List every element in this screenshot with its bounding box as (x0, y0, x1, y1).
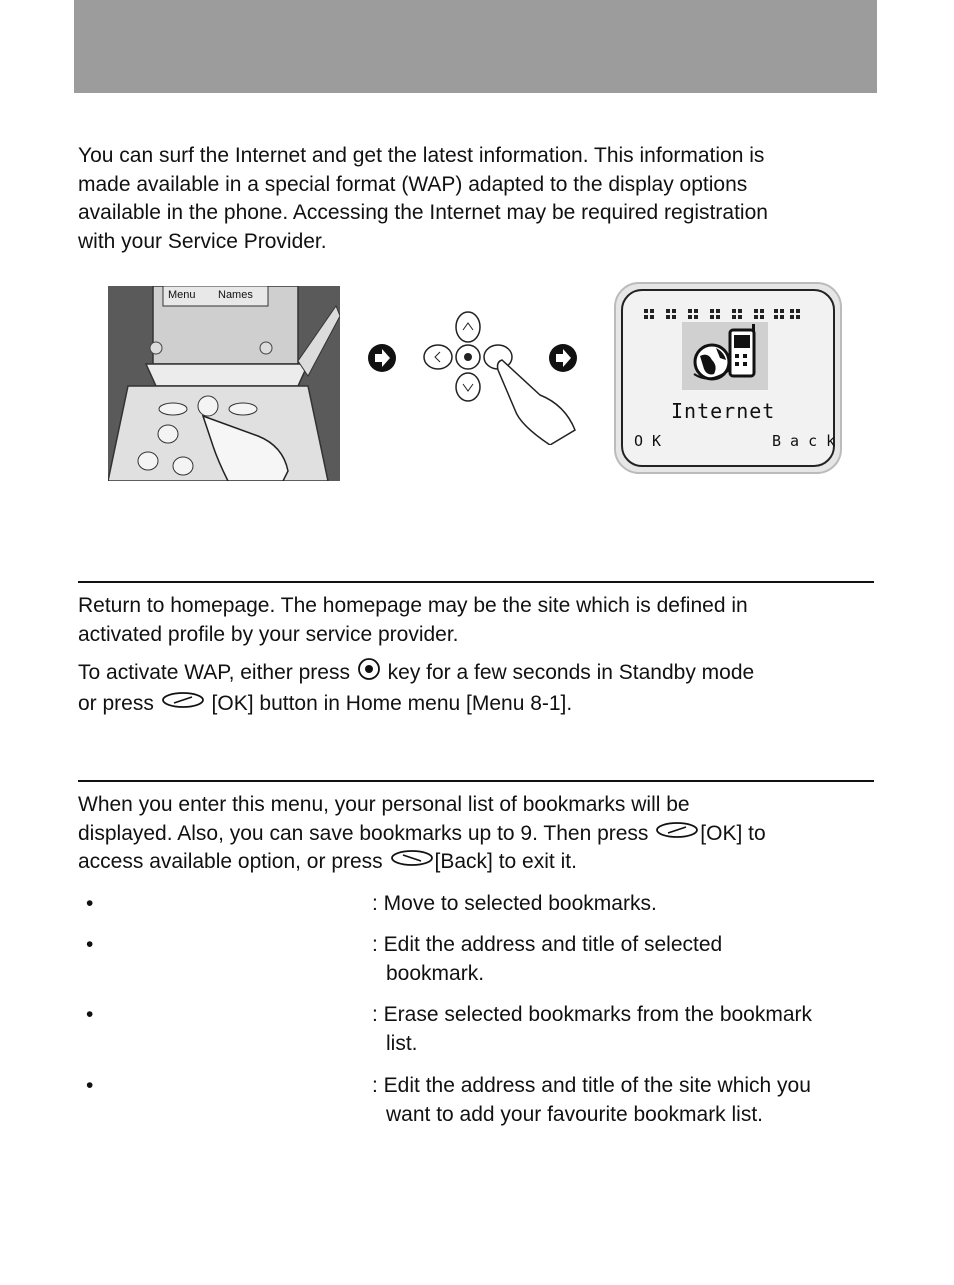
list-item-desc: : Move to selected bookmarks. (372, 892, 657, 915)
list-item (372, 890, 882, 919)
list-bullet: • (86, 1074, 94, 1097)
list-item-desc: : Edit the address and title of selected (372, 933, 723, 956)
bookmarks-line: [OK] to (700, 821, 766, 845)
home-line: activated profile by your service provider. (78, 622, 459, 646)
activate-paragraph (78, 657, 754, 718)
section-divider (78, 780, 874, 782)
list-item (372, 1001, 882, 1058)
list-item-desc: : Edit the address and title of the site which you (372, 1074, 811, 1097)
phone-screen (614, 282, 842, 474)
phone-softkey-left: Menu (168, 289, 196, 301)
bookmarks-line: displayed. Also, you can save bookmarks up to 9. Then press (78, 821, 649, 845)
list-item (372, 931, 882, 988)
bookmarks-paragraph (78, 791, 766, 877)
screen-ok-softkey[interactable]: O K (634, 432, 662, 450)
globe-phone-icon (682, 322, 768, 390)
bookmarks-line: access available option, or press (78, 850, 383, 874)
right-softkey-icon (389, 848, 435, 877)
intro-line: made available in a special format (WAP) adapted to the display options (78, 172, 748, 196)
arrow-right-icon (367, 343, 397, 378)
section-divider (78, 581, 874, 583)
phone-softkey-right: Names (218, 289, 253, 301)
activate-line: [OK] button in Home menu [Menu 8-1]. (211, 691, 573, 715)
center-key-icon (356, 657, 382, 690)
screen-back-softkey[interactable]: B a c k (772, 432, 836, 450)
activate-line: To activate WAP, either press (78, 660, 350, 684)
header-band (74, 0, 877, 93)
home-line: Return to homepage. The homepage may be the site which is defined in (78, 594, 748, 617)
activate-line: key for a few seconds in Standby mode (387, 660, 755, 684)
list-item-desc: : Erase selected bookmarks from the bookmark (372, 1003, 813, 1026)
list-item-desc-cont: bookmark. (386, 961, 485, 985)
intro-line: You can surf the Internet and get the latest information. This information is (78, 144, 765, 167)
screen-label: Internet (671, 399, 776, 423)
list-bullet: • (86, 933, 94, 956)
home-paragraph (78, 592, 748, 649)
intro-paragraph (78, 142, 768, 256)
list-item-desc-cont: list. (386, 1031, 418, 1055)
arrow-right-icon (548, 343, 578, 378)
list-bullet: • (86, 892, 94, 915)
intro-line: available in the phone. Accessing the Internet may be required registration (78, 201, 768, 224)
left-softkey-icon (160, 690, 206, 719)
activate-line: or press (78, 691, 154, 715)
intro-line: with your Service Provider. (78, 229, 327, 253)
phone-keypad-illustration (108, 286, 340, 481)
bookmarks-line: When you enter this menu, your personal list of bookmarks will be (78, 793, 690, 816)
left-softkey-icon (654, 820, 700, 849)
list-item (372, 1072, 882, 1129)
list-bullet: • (86, 1003, 94, 1026)
bookmarks-line: [Back] to exit it. (434, 850, 577, 874)
list-item-desc-cont: want to add your favourite bookmark list. (386, 1102, 764, 1126)
